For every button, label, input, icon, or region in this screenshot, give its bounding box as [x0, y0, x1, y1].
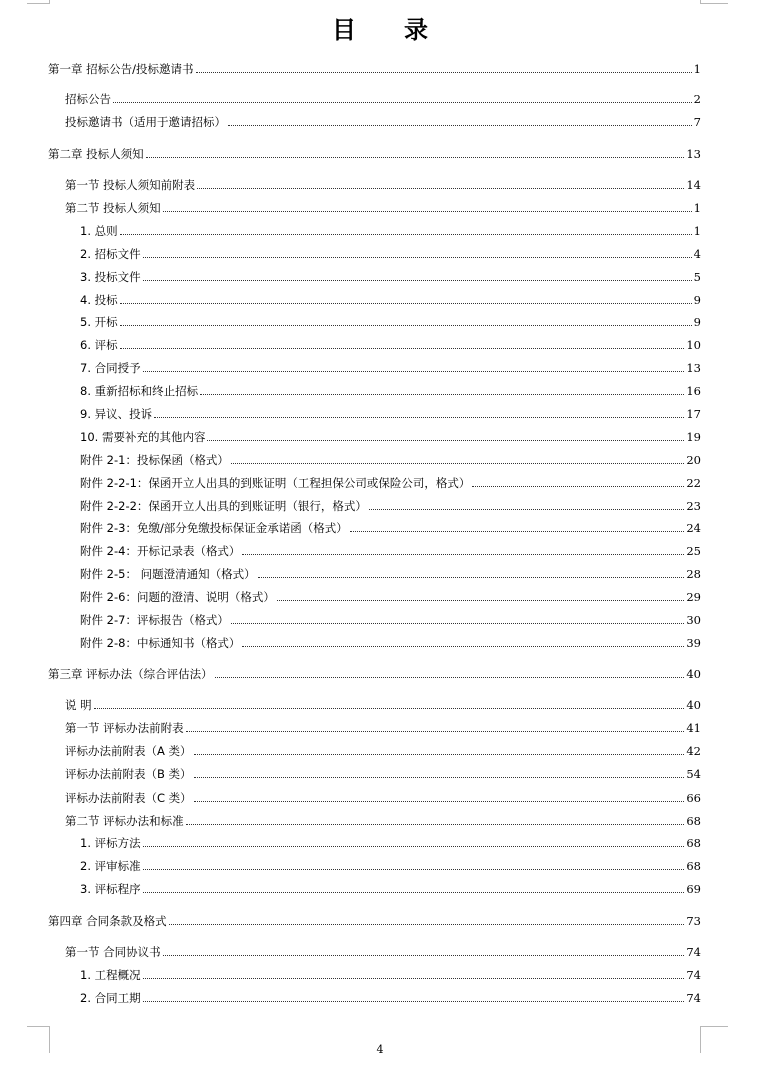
toc-entry[interactable] — [80, 314, 701, 330]
toc-dot-leader — [186, 731, 685, 732]
toc-entry[interactable] — [65, 200, 701, 216]
toc-dot-leader — [169, 924, 685, 925]
toc-entry-label: 8. 重新招标和终止招标 — [80, 384, 199, 398]
toc-entry[interactable] — [80, 967, 701, 983]
toc-dot-leader — [120, 325, 692, 326]
toc-entry-page-number: 2 — [693, 92, 701, 106]
toc-entry[interactable] — [65, 743, 701, 759]
toc-entry-page-number: 20 — [686, 453, 701, 467]
toc-dot-leader — [200, 394, 684, 395]
toc-entry[interactable] — [65, 697, 701, 713]
toc-entry-label: 第二节 投标人须知 — [65, 201, 161, 215]
toc-dot-leader — [143, 869, 685, 870]
toc-dot-leader — [194, 801, 685, 802]
toc-entry-page-number: 42 — [686, 744, 701, 758]
toc-entry-page-number: 74 — [686, 991, 701, 1005]
toc-entry-page-number: 16 — [686, 384, 701, 398]
toc-entry[interactable] — [65, 766, 701, 782]
toc-entry-label: 第四章 合同条款及格式 — [48, 914, 167, 928]
toc-entry-label: 第一节 投标人须知前附表 — [65, 178, 196, 192]
toc-entry-page-number: 14 — [686, 178, 701, 192]
toc-dot-leader — [143, 846, 685, 847]
toc-entry-label: 附件 2-3：免缴/部分免缴投标保证金承诺函（格式） — [80, 521, 348, 535]
toc-entry[interactable] — [80, 475, 701, 491]
toc-entry-page-number: 66 — [686, 791, 701, 805]
toc-entry[interactable] — [80, 835, 701, 851]
toc-entry[interactable] — [80, 635, 701, 651]
toc-entry-page-number: 28 — [686, 567, 701, 581]
toc-entry[interactable] — [80, 498, 701, 514]
toc-entry-page-number: 7 — [693, 115, 701, 129]
toc-dot-leader — [196, 72, 692, 73]
toc-dot-leader — [369, 509, 684, 510]
toc-entry-label: 招标公告 — [65, 92, 111, 106]
toc-entry-label: 附件 2-8：中标通知书（格式） — [80, 636, 241, 650]
toc-dot-leader — [258, 577, 685, 578]
toc-entry[interactable] — [48, 61, 701, 77]
toc-entry-page-number: 13 — [686, 361, 701, 375]
toc-entry-label: 第一节 合同协议书 — [65, 945, 161, 959]
toc-dot-leader — [242, 554, 684, 555]
toc-entry-label: 附件 2-6：问题的澄清、说明（格式） — [80, 590, 275, 604]
toc-entry-page-number: 54 — [686, 767, 701, 781]
toc-dot-leader — [163, 211, 692, 212]
toc-entry-label: 1. 评标方法 — [80, 836, 141, 850]
toc-entry-label: 第一节 评标办法前附表 — [65, 721, 184, 735]
toc-entry-label: 附件 2-2-1：保函开立人出具的到账证明（工程担保公司或保险公司，格式） — [80, 476, 471, 490]
toc-entry-page-number: 4 — [693, 247, 701, 261]
toc-dot-leader — [143, 371, 685, 372]
toc-entry-label: 3. 投标文件 — [80, 270, 141, 284]
toc-entry-page-number: 39 — [686, 636, 701, 650]
toc-dot-leader — [94, 708, 685, 709]
toc-entry-page-number: 23 — [686, 499, 701, 513]
toc-entry[interactable] — [65, 813, 701, 829]
toc-entry-label: 3. 评标程序 — [80, 882, 141, 896]
toc-entry[interactable] — [80, 990, 701, 1006]
toc-entry-label: 2. 合同工期 — [80, 991, 141, 1005]
crop-mark-top-left — [27, 0, 50, 4]
toc-entry-label: 投标邀请书（适用于邀请招标） — [65, 115, 226, 129]
toc-entry-page-number: 74 — [686, 945, 701, 959]
toc-dot-leader — [194, 754, 685, 755]
toc-dot-leader — [146, 157, 685, 158]
toc-entry-page-number: 9 — [693, 315, 701, 329]
toc-entry-label: 9. 异议、投诉 — [80, 407, 153, 421]
toc-dot-leader — [143, 257, 692, 258]
toc-entry-page-number: 1 — [693, 201, 701, 215]
toc-entry[interactable] — [80, 881, 701, 897]
toc-entry-label: 7. 合同授予 — [80, 361, 141, 375]
toc-entry[interactable] — [80, 452, 701, 468]
toc-dot-leader — [242, 646, 684, 647]
toc-entry-label: 附件 2-1：投标保函（格式） — [80, 453, 229, 467]
toc-entry-label: 说 明 — [65, 698, 92, 712]
toc-entry[interactable] — [80, 383, 701, 399]
toc-dot-leader — [231, 623, 684, 624]
toc-entry-label: 附件 2-2-2：保函开立人出具的到账证明（银行，格式） — [80, 499, 367, 513]
toc-entry-page-number: 9 — [693, 293, 701, 307]
toc-dot-leader — [120, 348, 685, 349]
toc-entry[interactable] — [80, 520, 701, 536]
toc-dot-leader — [113, 102, 692, 103]
toc-entry-page-number: 68 — [686, 814, 701, 828]
toc-entry[interactable] — [80, 360, 701, 376]
toc-dot-leader — [277, 600, 684, 601]
toc-entry[interactable] — [80, 589, 701, 605]
toc-entry-page-number: 68 — [686, 859, 701, 873]
toc-entry-label: 第三章 评标办法（综合评估法） — [48, 667, 213, 681]
toc-dot-leader — [194, 777, 685, 778]
toc-entry[interactable] — [80, 858, 701, 874]
toc-entry-page-number: 22 — [686, 476, 701, 490]
toc-entry[interactable] — [65, 790, 701, 806]
toc-dot-leader — [154, 417, 684, 418]
toc-entry-page-number: 17 — [686, 407, 701, 421]
toc-dot-leader — [120, 234, 692, 235]
toc-entry-page-number: 1 — [693, 62, 701, 76]
toc-entry-label: 评标办法前附表（B 类） — [65, 767, 192, 781]
toc-dot-leader — [143, 280, 692, 281]
toc-entry-page-number: 73 — [686, 914, 701, 928]
toc-dot-leader — [350, 531, 685, 532]
toc-entry[interactable] — [65, 720, 701, 736]
toc-entry-label: 2. 评审标准 — [80, 859, 141, 873]
toc-entry[interactable] — [80, 429, 701, 445]
toc-dot-leader — [143, 978, 685, 979]
toc-entry-label: 附件 2-5： 问题澄清通知（格式） — [80, 567, 256, 581]
toc-entry-label: 第二节 评标办法和标准 — [65, 814, 184, 828]
toc-dot-leader — [231, 463, 684, 464]
toc-entry[interactable] — [80, 543, 701, 559]
toc-dot-leader — [120, 303, 692, 304]
toc-entry-label: 第一章 招标公告/投标邀请书 — [48, 62, 194, 76]
toc-entry[interactable] — [80, 292, 701, 308]
toc-entry-label: 1. 总则 — [80, 224, 118, 238]
toc-entry[interactable] — [80, 223, 701, 239]
toc-dot-leader — [207, 440, 684, 441]
toc-dot-leader — [186, 824, 685, 825]
toc-entry-label: 评标办法前附表（C 类） — [65, 791, 192, 805]
page-number: 4 — [376, 1043, 384, 1056]
toc-entry-label: 5. 开标 — [80, 315, 118, 329]
toc-entry[interactable] — [65, 114, 701, 130]
toc-entry-label: 4. 投标 — [80, 293, 118, 307]
toc-entry[interactable] — [80, 612, 701, 628]
toc-entry-page-number: 25 — [686, 544, 701, 558]
toc-entry-label: 附件 2-4：开标记录表（格式） — [80, 544, 241, 558]
toc-entry-page-number: 69 — [686, 882, 701, 896]
toc-dot-leader — [143, 892, 685, 893]
toc-entry[interactable] — [48, 666, 701, 682]
toc-dot-leader — [143, 1001, 685, 1002]
toc-entry-page-number: 30 — [686, 613, 701, 627]
toc-entry-page-number: 29 — [686, 590, 701, 604]
toc-entry[interactable] — [65, 91, 701, 107]
toc-entry-page-number: 41 — [686, 721, 701, 735]
toc-entry[interactable] — [80, 337, 701, 353]
toc-entry[interactable] — [65, 944, 701, 960]
toc-entry-page-number: 1 — [693, 224, 701, 238]
toc-entry[interactable] — [48, 146, 701, 162]
toc-entry[interactable] — [80, 566, 701, 582]
toc-entry-label: 10. 需要补充的其他内容 — [80, 430, 206, 444]
toc-dot-leader — [197, 188, 684, 189]
toc-entry-label: 评标办法前附表（A 类） — [65, 744, 192, 758]
toc-entry-label: 6. 评标 — [80, 338, 118, 352]
toc-entry-page-number: 5 — [693, 270, 701, 284]
toc-dot-leader — [215, 677, 685, 678]
toc-dot-leader — [228, 125, 692, 126]
toc-entry-label: 1. 工程概况 — [80, 968, 141, 982]
toc-entry-page-number: 74 — [686, 968, 701, 982]
toc-entry[interactable] — [65, 177, 701, 193]
crop-mark-top-right — [700, 0, 728, 4]
toc-entry-page-number: 24 — [686, 521, 701, 535]
toc-entry[interactable] — [80, 269, 701, 285]
toc-entry-page-number: 10 — [686, 338, 701, 352]
toc-entry-page-number: 19 — [686, 430, 701, 444]
page-title: 目 录 — [332, 15, 428, 44]
toc-entry[interactable] — [48, 913, 701, 929]
toc-entry-page-number: 40 — [686, 667, 701, 681]
toc-dot-leader — [163, 955, 685, 956]
toc-entry-page-number: 68 — [686, 836, 701, 850]
toc-entry-page-number: 13 — [686, 147, 701, 161]
toc-entry-label: 附件 2-7：评标报告（格式） — [80, 613, 229, 627]
toc-entry[interactable] — [80, 246, 701, 262]
toc-entry-label: 2. 招标文件 — [80, 247, 141, 261]
toc-entry-label: 第二章 投标人须知 — [48, 147, 144, 161]
toc-entry-page-number: 40 — [686, 698, 701, 712]
toc-entry[interactable] — [80, 406, 701, 422]
toc-dot-leader — [472, 486, 684, 487]
